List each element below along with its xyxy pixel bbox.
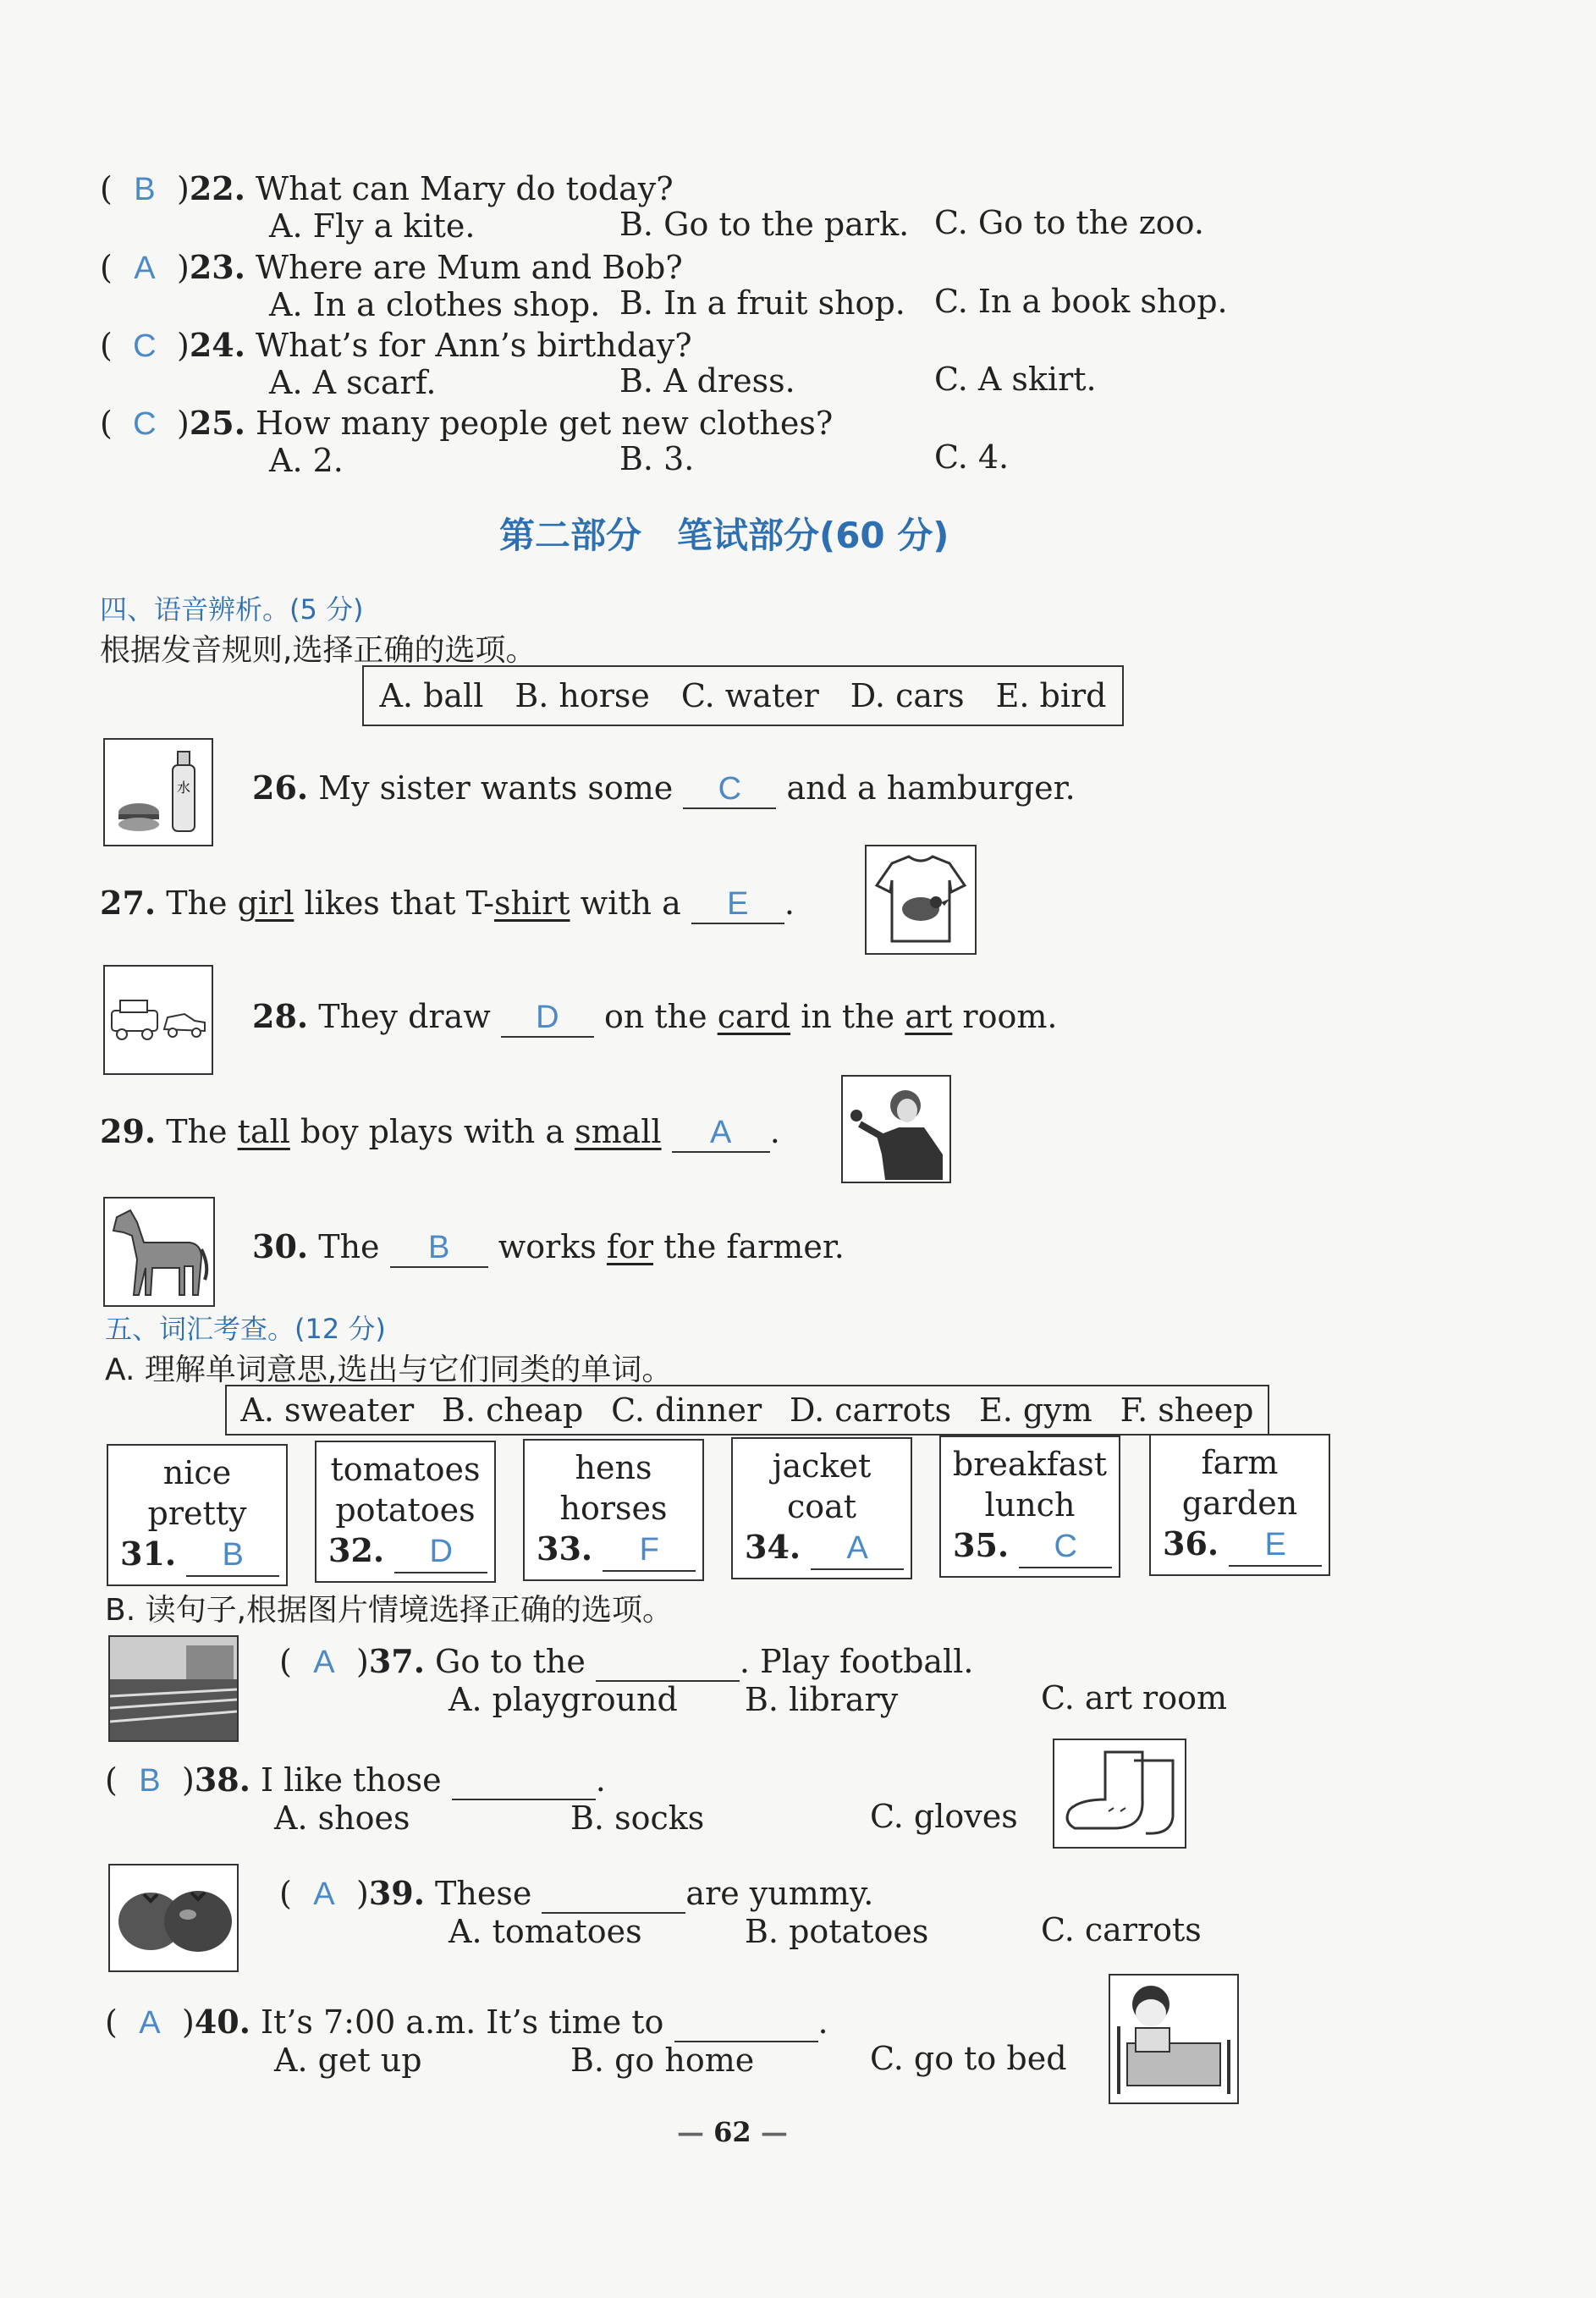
- word-answer[interactable]: F: [639, 1532, 659, 1568]
- q30-answer[interactable]: B: [427, 1230, 450, 1265]
- option-item: A. ball: [379, 677, 484, 714]
- option-item: A. sweater: [240, 1391, 415, 1429]
- option-c: C. 4.: [934, 438, 1010, 476]
- word-group-box: jacket coat 34. A: [731, 1437, 912, 1579]
- option-c: C. go to bed: [870, 2040, 1067, 2077]
- option-a: A. Fly a kite.: [269, 207, 476, 245]
- option-a: A. 2.: [269, 442, 344, 479]
- option-a: A. get up: [274, 2042, 422, 2079]
- option-c: C. In a book shop.: [934, 283, 1228, 320]
- option-b: B. Go to the park.: [619, 206, 910, 243]
- option-item: B. cheap: [441, 1391, 584, 1429]
- answer-choice[interactable]: A: [313, 1876, 335, 1912]
- q26: 26. My sister wants some C and a hamburger.: [252, 769, 1076, 809]
- option-a: A. A scarf.: [269, 364, 437, 401]
- option-b: B. In a fruit shop.: [619, 284, 905, 322]
- word-group-box: nice pretty 31. B: [107, 1444, 288, 1586]
- option-b: B. potatoes: [745, 1913, 929, 1950]
- q40: ( A )40. It’s 7:00 a.m. It’s time to . A. get up B. go home C. go to bed: [105, 2003, 1067, 2079]
- section5-partA: A. 理解单词意思,选出与它们同类的单词。: [105, 1353, 673, 1387]
- option-item: F. sheep: [1120, 1391, 1254, 1429]
- q28: 28. They draw D on the card in the art room.: [252, 997, 1057, 1038]
- word-answer[interactable]: B: [222, 1537, 244, 1573]
- page-number: — 62 —: [677, 2116, 788, 2148]
- section4-title: 四、语音辨析。(5 分): [100, 593, 364, 625]
- q30: 30. The B works for the farmer.: [252, 1227, 845, 1268]
- option-item: C. dinner: [611, 1391, 762, 1429]
- tomatoes-picture: [108, 1864, 239, 1972]
- answer-choice[interactable]: A: [313, 1645, 335, 1680]
- answer-choice[interactable]: A: [139, 2005, 161, 2041]
- answer-choice[interactable]: B: [139, 1763, 161, 1799]
- q27: 27. The girl likes that T-shirt with a E .: [100, 884, 795, 924]
- option-item: D. cars: [850, 677, 965, 714]
- answer-choice[interactable]: C: [133, 406, 157, 442]
- option-c: C. art room: [1041, 1679, 1228, 1717]
- socks-picture: [1053, 1739, 1186, 1849]
- horse-picture: [103, 1197, 215, 1307]
- q28-answer[interactable]: D: [536, 1000, 559, 1035]
- option-a: A. tomatoes: [449, 1913, 642, 1950]
- listening-question: ( A )23. Where are Mum and Bob?: [100, 248, 683, 286]
- q29-answer[interactable]: A: [710, 1115, 732, 1150]
- answer-choice[interactable]: A: [134, 251, 156, 286]
- section5-options-box: [225, 1385, 1269, 1436]
- option-item: E. gym: [979, 1391, 1092, 1429]
- option-item: D. carrots: [789, 1391, 952, 1429]
- playground-picture: [108, 1635, 239, 1742]
- word-answer[interactable]: E: [1264, 1527, 1286, 1562]
- option-b: B. A dress.: [619, 362, 795, 400]
- boy-bed-picture: [1109, 1974, 1239, 2104]
- listening-question: ( C )25. How many people get new clothes?: [100, 404, 834, 442]
- listening-question: ( B )22. What can Mary do today?: [100, 169, 674, 207]
- option-a: A. In a clothes shop.: [269, 286, 601, 323]
- option-b: B. socks: [570, 1799, 705, 1837]
- boy-ball-picture: [841, 1075, 951, 1183]
- option-c: C. carrots: [1041, 1911, 1202, 1948]
- option-a: A. playground: [449, 1681, 678, 1718]
- section5-partB: B. 读句子,根据图片情境选择正确的选项。: [105, 1593, 674, 1628]
- word-answer[interactable]: D: [429, 1534, 453, 1569]
- water-hamburger-picture: [103, 738, 213, 846]
- option-b: B. go home: [570, 2042, 755, 2079]
- option-item: E. bird: [995, 677, 1107, 714]
- section4-options-box: [362, 665, 1124, 726]
- section5-title: 五、词汇考查。(12 分): [105, 1313, 386, 1345]
- word-answer[interactable]: A: [846, 1530, 868, 1566]
- option-item: C. water: [680, 677, 819, 714]
- answer-choice[interactable]: B: [134, 172, 156, 207]
- word-answer[interactable]: C: [1054, 1529, 1077, 1564]
- option-a: A. shoes: [274, 1799, 410, 1837]
- option-c: C. Go to the zoo.: [934, 204, 1204, 241]
- q38: ( B )38. I like those . A. shoes B. socks C. gloves: [105, 1761, 1018, 1837]
- tshirt-bird-picture: [865, 845, 977, 955]
- q29: 29. The tall boy plays with a small A .: [100, 1112, 780, 1153]
- word-group-box: tomatoes potatoes 32. D: [315, 1441, 496, 1583]
- cars-picture: [103, 965, 213, 1075]
- section4-instruction: 根据发音规则,选择正确的选项。: [100, 633, 537, 668]
- part-title: 第二部分 笔试部分(60 分): [499, 515, 949, 556]
- bottle-label: 水: [176, 780, 191, 796]
- word-group-box: hens horses 33. F: [523, 1439, 704, 1581]
- q39: ( A )39. These are yummy. A. tomatoes B. potatoes C. carrots: [279, 1874, 1202, 1950]
- option-item: B. horse: [515, 677, 650, 714]
- option-b: B. 3.: [619, 440, 695, 477]
- q37: ( A )37. Go to the . Play football. A. playground B. library C. art room: [279, 1642, 1228, 1718]
- option-c: C. gloves: [870, 1798, 1018, 1835]
- listening-question: ( C )24. What’s for Ann’s birthday?: [100, 326, 692, 364]
- option-c: C. A skirt.: [934, 361, 1097, 398]
- q27-answer[interactable]: E: [727, 886, 749, 922]
- q26-answer[interactable]: C: [718, 771, 742, 807]
- word-group-box: farm garden 36. E: [1149, 1434, 1330, 1576]
- word-group-box: breakfast lunch 35. C: [939, 1436, 1120, 1578]
- option-b: B. library: [745, 1681, 899, 1718]
- answer-choice[interactable]: C: [133, 328, 157, 364]
